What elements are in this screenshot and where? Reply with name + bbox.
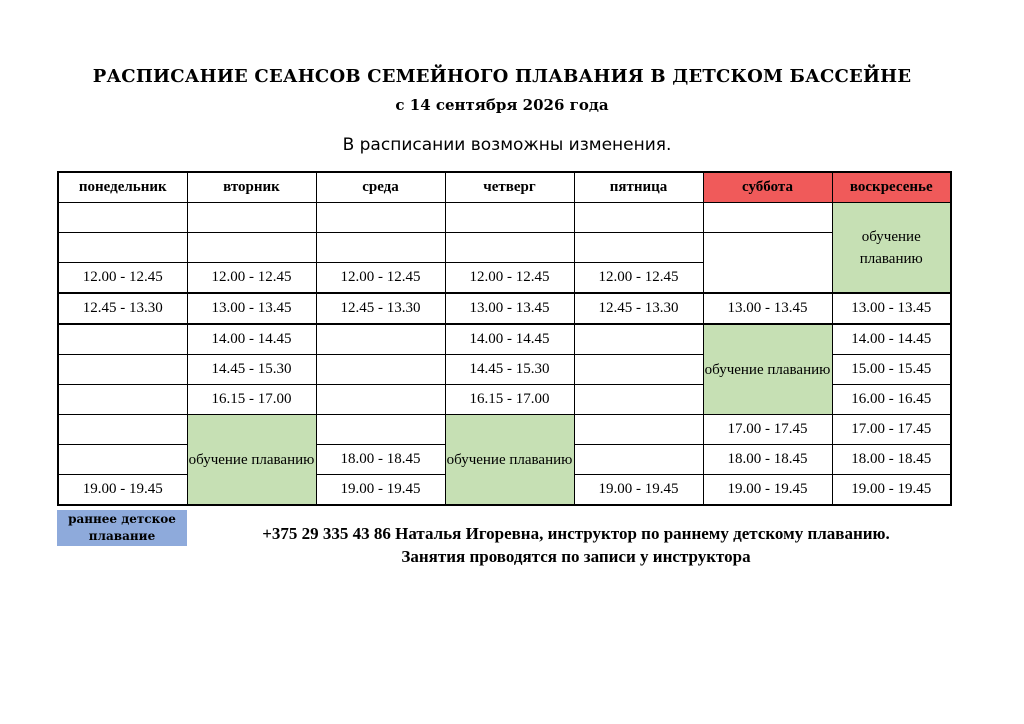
time-cell — [58, 415, 187, 445]
time-cell: 14.00 - 14.45 — [832, 324, 951, 355]
time-cell — [574, 385, 703, 415]
time-cell: 18.00 - 18.45 — [832, 445, 951, 475]
time-cell — [58, 203, 187, 233]
time-cell — [58, 324, 187, 355]
day-header-sunday: воскресенье — [832, 172, 951, 203]
time-cell: 12.45 - 13.30 — [58, 293, 187, 324]
time-cell — [316, 233, 445, 263]
day-header-saturday: суббота — [703, 172, 832, 203]
table-row — [58, 293, 951, 324]
page-title: РАСПИСАНИЕ СЕАНСОВ СЕМЕЙНОГО ПЛАВАНИЯ В ДЕТСКОМ БАССЕЙНЕ — [92, 66, 912, 87]
time-cell — [574, 324, 703, 355]
legend-early-swimming: раннее детское плавание — [57, 510, 187, 546]
time-cell: 13.00 - 13.45 — [445, 293, 574, 324]
time-cell: 12.00 - 12.45 — [187, 263, 316, 294]
time-cell — [187, 233, 316, 263]
day-header-monday: понедельник — [58, 172, 187, 203]
time-cell — [316, 415, 445, 445]
time-cell: 18.00 - 18.45 — [703, 445, 832, 475]
time-cell — [574, 445, 703, 475]
time-cell — [574, 415, 703, 445]
day-header-friday: пятница — [574, 172, 703, 203]
time-cell: 14.00 - 14.45 — [187, 324, 316, 355]
time-cell — [58, 355, 187, 385]
lesson-cell-thursday: обучение плаванию — [445, 415, 574, 506]
time-cell — [445, 233, 574, 263]
contact-phone-line: +375 29 335 43 86 Наталья Игоревна, инструктор по раннему детскому плаванию. — [262, 524, 890, 543]
time-cell — [703, 233, 832, 294]
time-cell — [703, 203, 832, 233]
day-header-tuesday: вторник — [187, 172, 316, 203]
time-cell — [58, 385, 187, 415]
time-cell: 19.00 - 19.45 — [58, 475, 187, 506]
time-cell: 12.45 - 13.30 — [316, 293, 445, 324]
time-cell: 17.00 - 17.45 — [703, 415, 832, 445]
time-cell: 13.00 - 13.45 — [187, 293, 316, 324]
time-cell — [574, 233, 703, 263]
header-row — [58, 172, 951, 203]
time-cell: 15.00 - 15.45 — [832, 355, 951, 385]
table-row — [58, 233, 951, 263]
time-cell — [316, 355, 445, 385]
time-cell — [316, 203, 445, 233]
time-cell: 19.00 - 19.45 — [832, 475, 951, 506]
time-cell: 14.45 - 15.30 — [187, 355, 316, 385]
time-cell: 12.00 - 12.45 — [58, 263, 187, 294]
time-cell: 19.00 - 19.45 — [316, 475, 445, 506]
time-cell: 16.15 - 17.00 — [445, 385, 574, 415]
time-cell: 19.00 - 19.45 — [574, 475, 703, 506]
time-cell: 17.00 - 17.45 — [832, 415, 951, 445]
table-row — [58, 415, 951, 445]
table-row — [58, 203, 951, 233]
time-cell: 19.00 - 19.45 — [703, 475, 832, 506]
time-cell: 12.00 - 12.45 — [445, 263, 574, 294]
time-cell — [58, 445, 187, 475]
day-header-wednesday: среда — [316, 172, 445, 203]
time-cell — [58, 233, 187, 263]
time-cell: 13.00 - 13.45 — [832, 293, 951, 324]
time-cell — [316, 324, 445, 355]
schedule-table — [57, 171, 952, 506]
time-cell: 13.00 - 13.45 — [703, 293, 832, 324]
day-header-thursday: четверг — [445, 172, 574, 203]
time-cell: 14.45 - 15.30 — [445, 355, 574, 385]
lesson-cell-sunday: обучение плаванию — [832, 203, 951, 294]
time-cell: 18.00 - 18.45 — [316, 445, 445, 475]
lesson-cell-saturday: обучение плаванию — [703, 324, 832, 415]
table-row — [58, 324, 951, 355]
time-cell: 12.00 - 12.45 — [574, 263, 703, 294]
contact-info — [196, 522, 956, 568]
time-cell: 16.15 - 17.00 — [187, 385, 316, 415]
page-subtitle: с 14 сентября 2026 года — [395, 96, 609, 114]
time-cell — [187, 203, 316, 233]
time-cell: 16.00 - 16.45 — [832, 385, 951, 415]
time-cell — [574, 355, 703, 385]
time-cell: 12.45 - 13.30 — [574, 293, 703, 324]
schedule-note: В расписании возможны изменения. — [342, 135, 672, 155]
time-cell — [574, 203, 703, 233]
time-cell: 14.00 - 14.45 — [445, 324, 574, 355]
lesson-cell-tuesday: обучение плаванию — [187, 415, 316, 506]
time-cell — [445, 203, 574, 233]
contact-booking-line: Занятия проводятся по записи у инструктора — [401, 547, 751, 566]
time-cell: 12.00 - 12.45 — [316, 263, 445, 294]
time-cell — [316, 385, 445, 415]
